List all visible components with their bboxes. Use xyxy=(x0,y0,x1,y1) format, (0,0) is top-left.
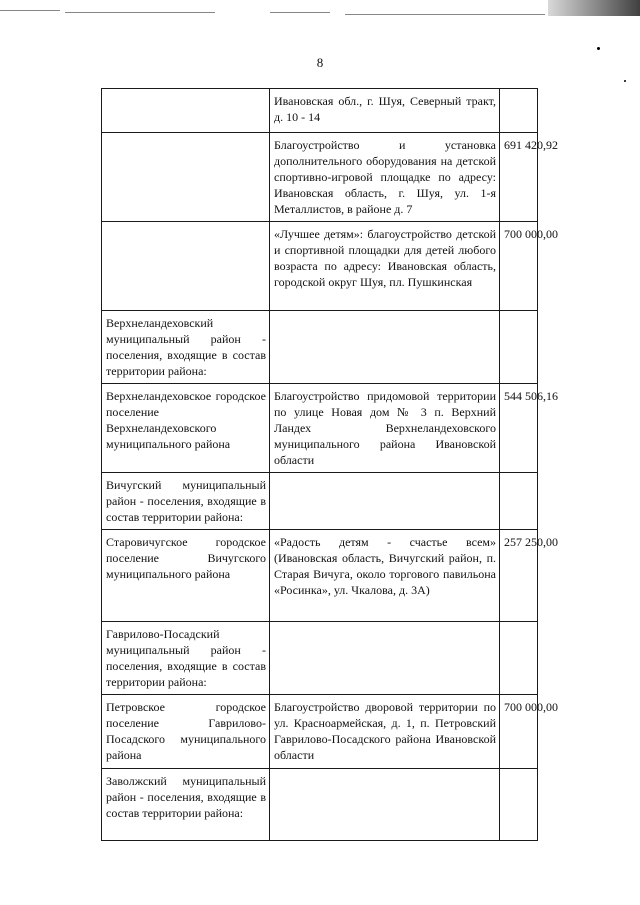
scan-artifact-line xyxy=(270,12,330,13)
project-cell: Ивановская обл., г. Шуя, Северный тракт, д. 10 - 14 xyxy=(270,89,500,133)
amount-cell xyxy=(500,622,538,695)
amount-cell: 544 506,16 xyxy=(500,384,538,473)
project-cell: Благоустройство придомовой территории по улице Новая дом № 3 п. Верхний Ландех Верхнеландеховского муниципального района Ивановской области xyxy=(270,384,500,473)
municipality-cell: Верхнеландеховский муниципальный район - поселения, входящие в состав территории района: xyxy=(102,311,270,384)
amount-cell xyxy=(500,89,538,133)
amount-cell xyxy=(500,311,538,384)
amount-cell: 257 250,00 xyxy=(500,530,538,622)
project-cell xyxy=(270,311,500,384)
scan-artifact-block xyxy=(548,0,640,16)
amount-cell: 700 000,00 xyxy=(500,695,538,769)
scan-artifact-line xyxy=(65,12,215,13)
project-cell xyxy=(270,473,500,530)
page-number: 8 xyxy=(316,55,324,70)
amount-cell: 691 420,92 xyxy=(500,133,538,222)
municipality-cell xyxy=(102,133,270,222)
project-cell: «Радость детям - счастье всем» (Ивановская область, Вичугский район, п. Старая Вичуга, около торгового павильона «Росинка», ул. Чкалова, д. 3А) xyxy=(270,530,500,622)
municipality-cell: Вичугский муниципальный район - поселения, входящие в состав территории района: xyxy=(102,473,270,530)
table-row xyxy=(102,622,538,695)
scan-artifact-header xyxy=(0,0,640,22)
table-row xyxy=(102,89,538,133)
municipality-cell: Гаврилово-Посадский муниципальный район - поселения, входящие в состав территории района: xyxy=(102,622,270,695)
table-row xyxy=(102,695,538,769)
table-row xyxy=(102,133,538,222)
table-row xyxy=(102,769,538,841)
budget-table xyxy=(101,88,558,841)
scan-speck xyxy=(624,80,626,82)
municipality-cell: Старовичугское городское поселение Вичугского муниципального района xyxy=(102,530,270,622)
table-row xyxy=(102,311,538,384)
project-cell: Благоустройство дворовой территории по ул. Красноармейская, д. 1, п. Петровский Гаврилово-Посадского района Ивановской области xyxy=(270,695,500,769)
project-cell: Благоустройство и установка дополнительного оборудования на детской спортивно-игровой площадке по адресу: Ивановская область, г. Шуя, ул. 1-я Металлистов, в районе д. 7 xyxy=(270,133,500,222)
project-cell xyxy=(270,769,500,841)
table-row xyxy=(102,530,538,622)
municipality-cell: Петровское городское поселение Гаврилово-Посадского муниципального района xyxy=(102,695,270,769)
table-row xyxy=(102,473,538,530)
municipality-cell: Заволжский муниципальный район - поселения, входящие в состав территории района: xyxy=(102,769,270,841)
table-row xyxy=(102,384,538,473)
municipality-cell xyxy=(102,222,270,311)
amount-cell xyxy=(500,769,538,841)
scan-artifact-line xyxy=(345,14,545,15)
scan-artifact-line xyxy=(0,10,60,11)
amount-cell: 700 000,00 xyxy=(500,222,538,311)
project-cell: «Лучшее детям»: благоустройство детской и спортивной площадки для детей любого возраста по адресу: Ивановская область, городской округ Шуя, пл. Пушкинская xyxy=(270,222,500,311)
scan-speck xyxy=(597,47,600,50)
municipality-cell: Верхнеландеховское городское поселение Верхнеландеховского муниципального района xyxy=(102,384,270,473)
table-row xyxy=(102,222,538,311)
municipality-cell xyxy=(102,89,270,133)
project-cell xyxy=(270,622,500,695)
amount-cell xyxy=(500,473,538,530)
